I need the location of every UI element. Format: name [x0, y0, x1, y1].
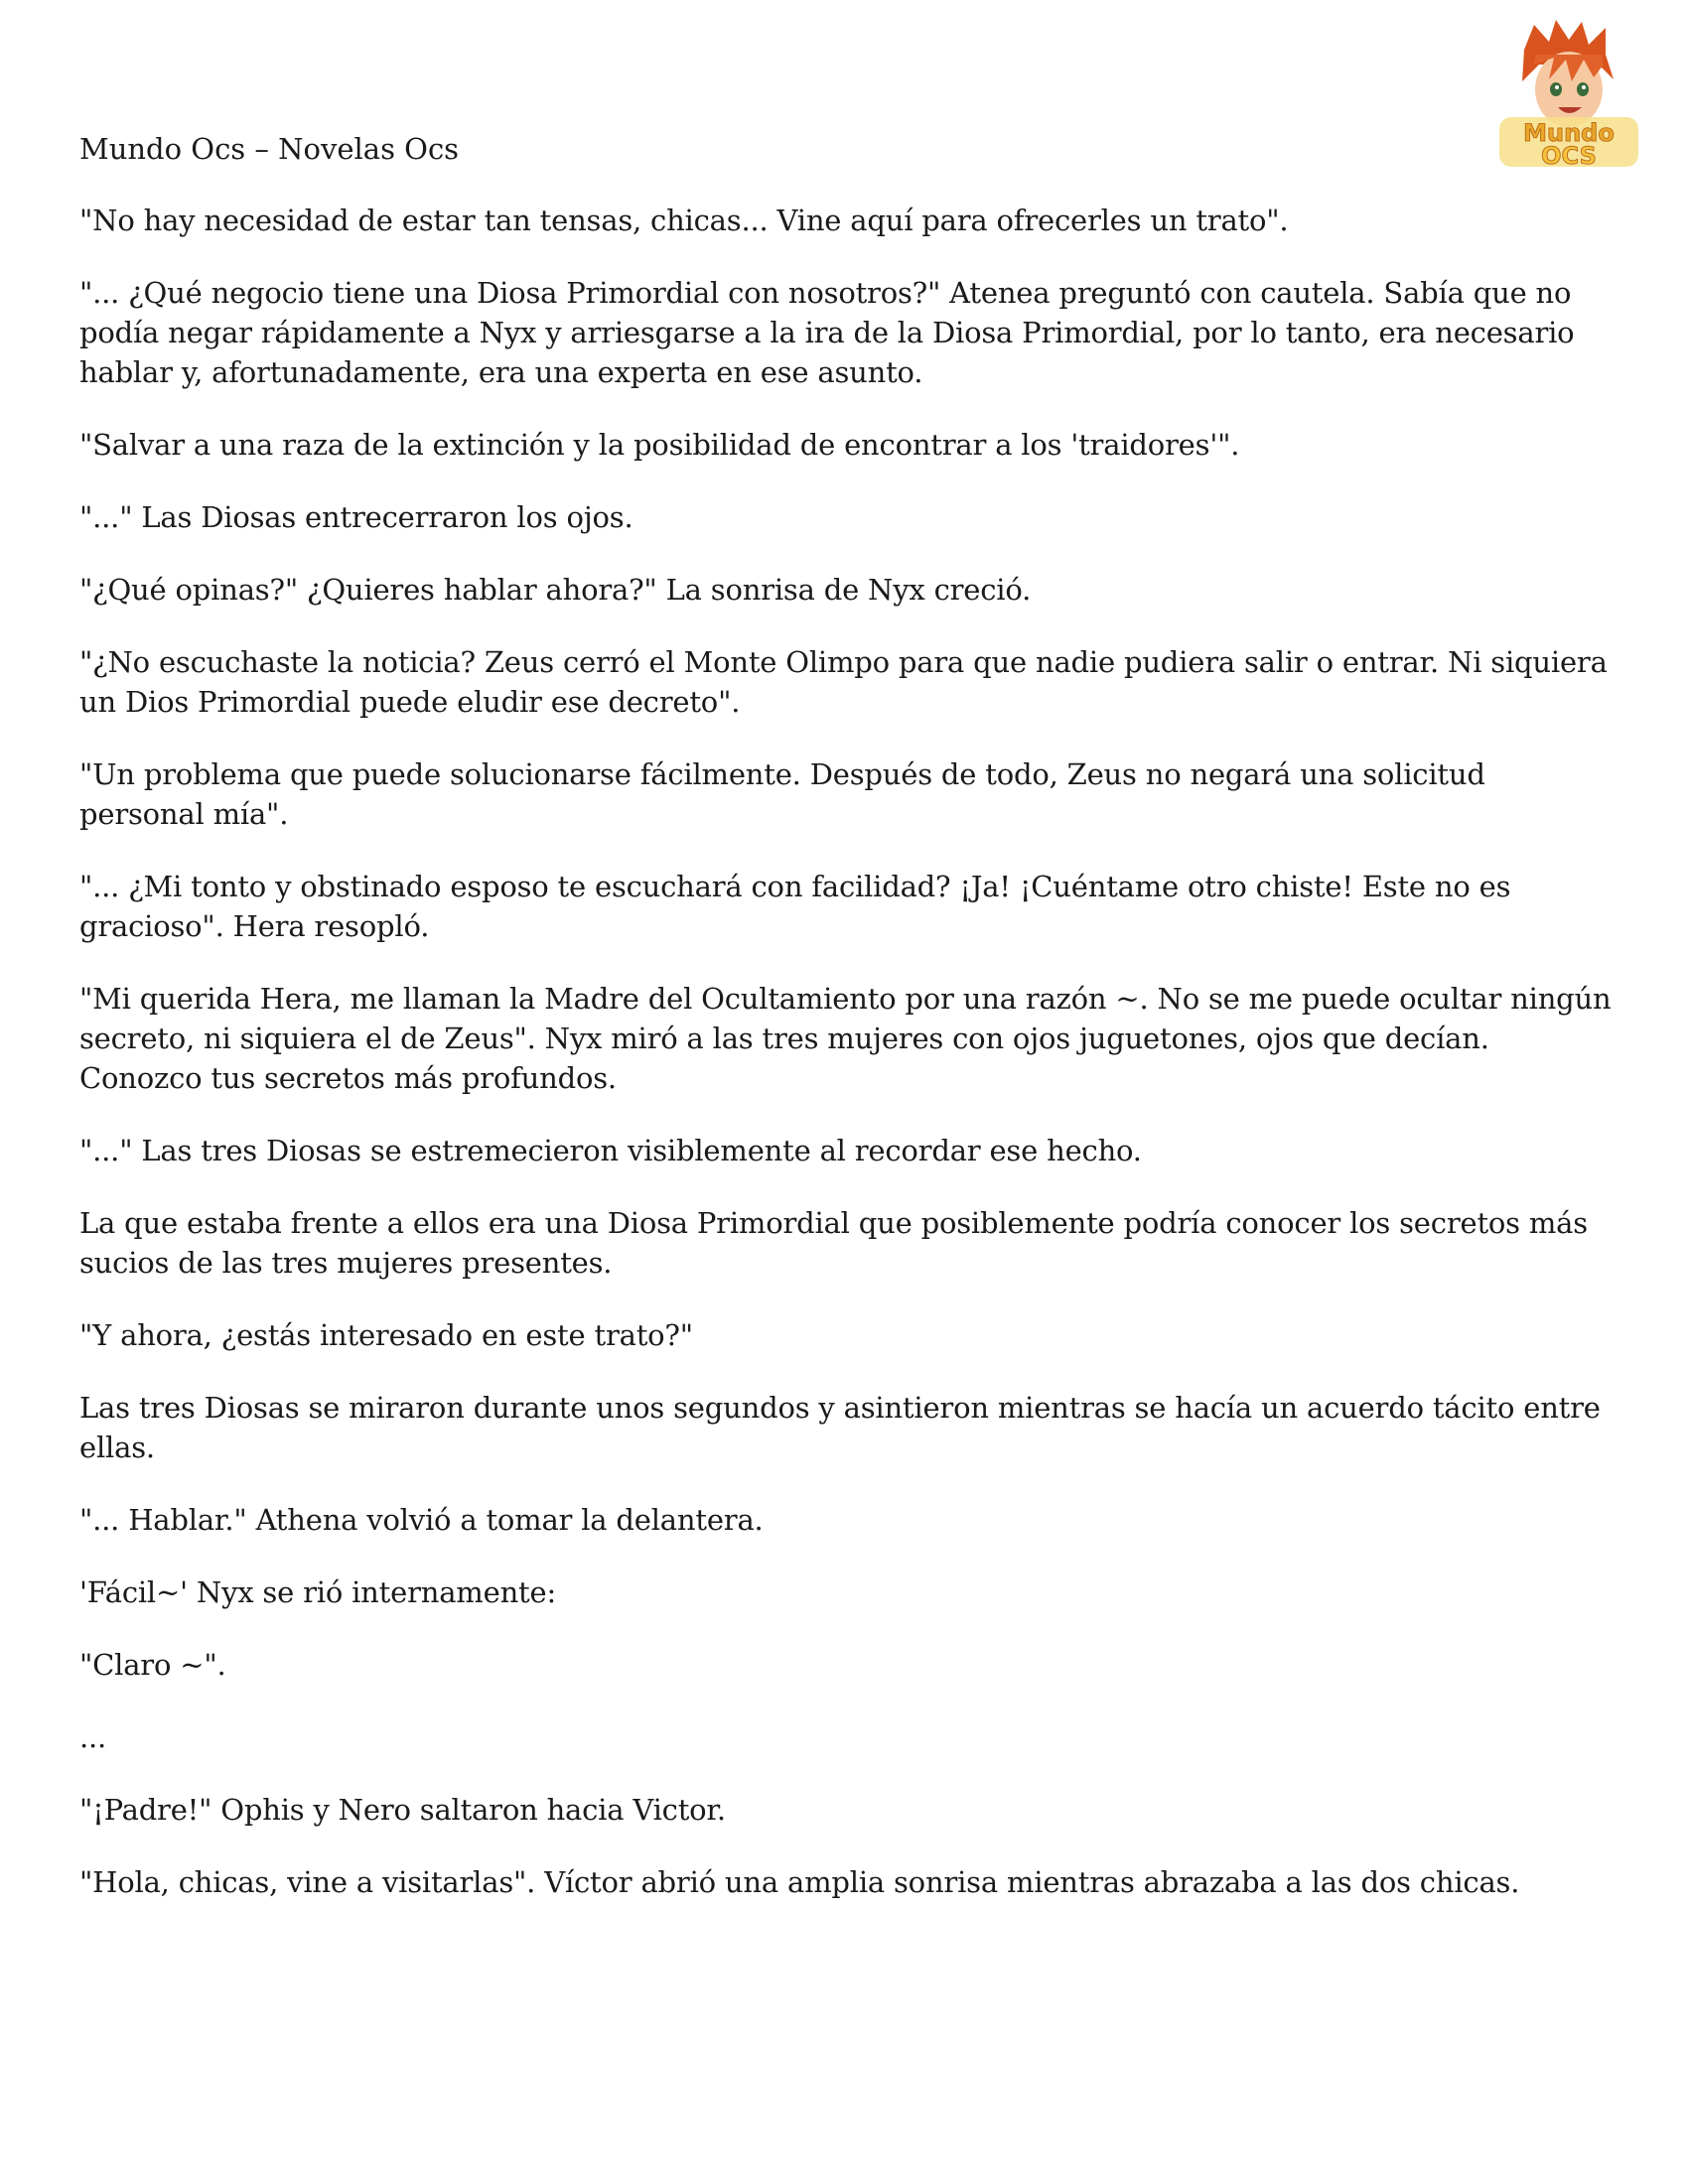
paragraph: "No hay necesidad de estar tan tensas, chicas... Vine aquí para ofrecerles un trato". [79, 204, 1289, 237]
paragraph: "..." Las tres Diosas se estremecieron visiblemente al recordar ese hecho. [79, 1134, 1142, 1167]
paragraph: "¡Padre!" Ophis y Nero saltaron hacia Victor. [79, 1793, 726, 1827]
logo-word-mundo: Mundo [1523, 119, 1615, 147]
paragraph: "Claro ~". [79, 1648, 226, 1682]
paragraph: 'Fácil~' Nyx se rió internamente: [79, 1575, 557, 1609]
document-body [79, 129, 1614, 1935]
paragraph: "Salvar a una raza de la extinción y la posibilidad de encontrar a los 'traidores'". [79, 428, 1240, 462]
paragraph: ... [79, 1720, 107, 1754]
paragraph: "¿Qué opinas?" ¿Quieres hablar ahora?" La sonrisa de Nyx creció. [79, 573, 1032, 607]
paragraph: "..." Las Diosas entrecerraron los ojos. [79, 500, 633, 534]
paragraph: Las tres Diosas se miraron durante unos segundos y asintieron mientras se hacía un acuerdo tácito entre ellas. [79, 1391, 1601, 1464]
paragraph: "¿No escuchaste la noticia? Zeus cerró el Monte Olimpo para que nadie pudiera salir o entrar. Ni siquiera un Dios Primordial puede eludir ese decreto". [79, 645, 1608, 719]
paragraph: "... ¿Mi tonto y obstinado esposo te escuchará con facilidad? ¡Ja! ¡Cuéntame otro chiste! Este no es gracioso". Hera resopló. [79, 870, 1511, 943]
paragraph: La que estaba frente a ellos era una Diosa Primordial que posiblemente podría conocer los secretos más sucios de las tres mujeres presentes. [79, 1206, 1588, 1280]
paragraph: "Mi querida Hera, me llaman la Madre del Ocultamiento por una razón ~. No se me puede ocultar ningún secreto, ni siquiera el de Zeus". Nyx miró a las tres mujeres con ojos juguetones, ojos que decían. Conozco tus secretos más profundos. [79, 982, 1612, 1095]
paragraph: "... Hablar." Athena volvió a tomar la delantera. [79, 1503, 764, 1537]
logo-word-ocs: OCS [1541, 142, 1597, 170]
paragraph: "Un problema que puede solucionarse fácilmente. Después de todo, Zeus no negará una solicitud personal mía". [79, 757, 1485, 831]
paragraph: "... ¿Qué negocio tiene una Diosa Primordial con nosotros?" Atenea preguntó con cautela. Sabía que no podía negar rápidamente a Nyx y arriesgarse a la ira de la Diosa Primordial, por lo tanto, era necesario hablar y, afortunadamente, era una experta en ese asunto. [79, 276, 1575, 389]
paragraph: "Y ahora, ¿estás interesado en este trato?" [79, 1318, 693, 1352]
document-header: Mundo Ocs – Novelas Ocs [79, 132, 460, 166]
paragraph: "Hola, chicas, vine a visitarlas". Víctor abrió una amplia sonrisa mientras abrazaba a las dos chicas. [79, 1865, 1520, 1899]
